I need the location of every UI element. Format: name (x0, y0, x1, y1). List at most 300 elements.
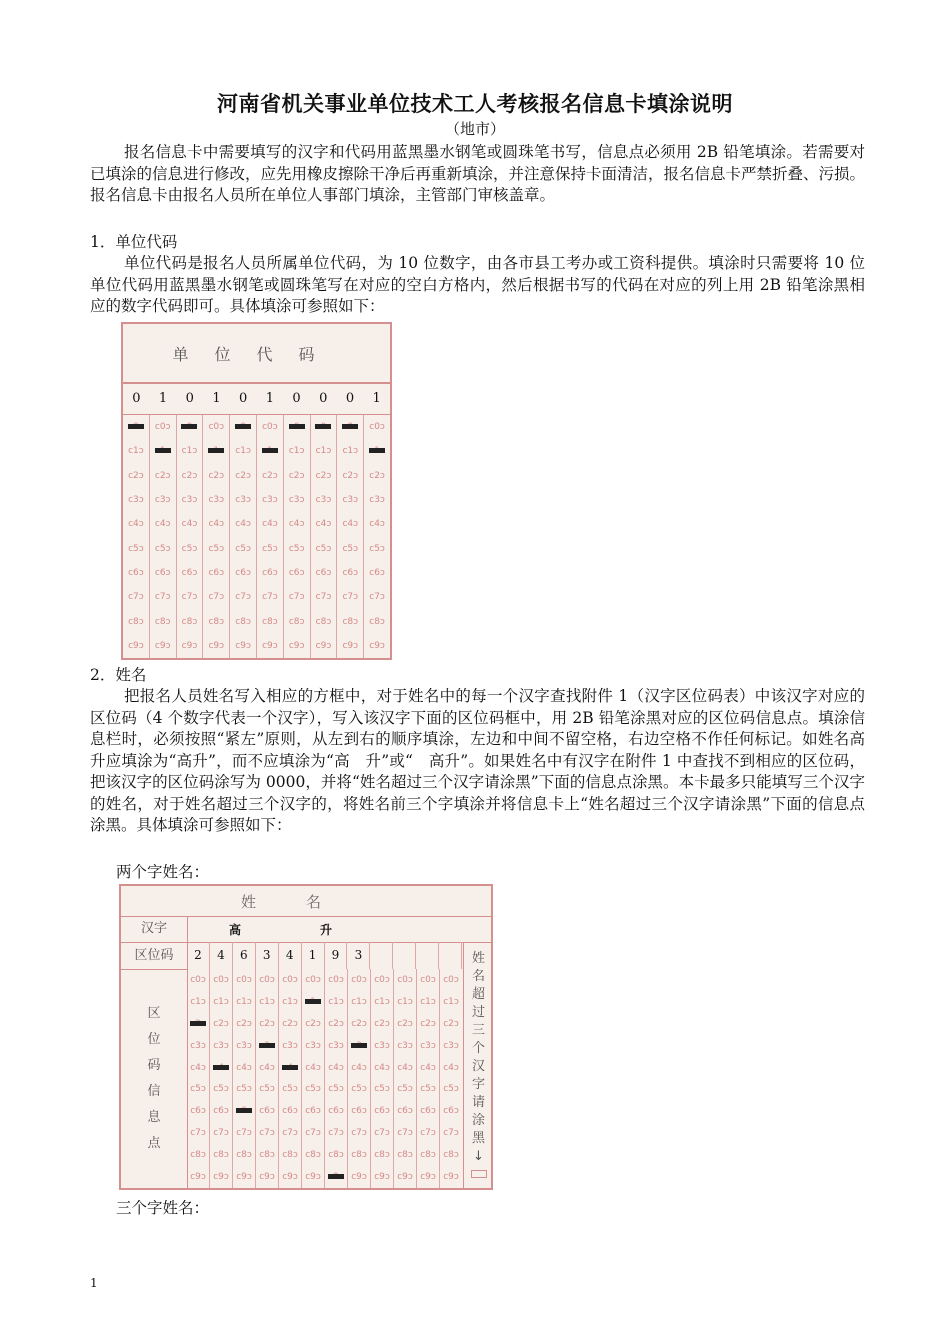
name-card (119, 884, 493, 1190)
bubble-option[interactable]: c3ↄ (420, 1040, 436, 1051)
bubble-option[interactable]: c7ↄ (128, 592, 144, 603)
unit-code-digit: 0 (132, 391, 141, 406)
unit-code-column (203, 415, 230, 658)
unit-code-digit: 1 (212, 391, 221, 406)
bubble-option[interactable]: c8ↄ (208, 616, 225, 627)
bubble-option[interactable]: c0ↄ (420, 974, 436, 985)
bubble-option[interactable]: c5ↄ (420, 1084, 436, 1095)
bubble-option[interactable]: c4ↄ (342, 519, 359, 530)
bubble-option[interactable]: c2ↄ (351, 1018, 367, 1029)
unit-code-digit: 0 (319, 391, 328, 406)
side-label-char: 过 (471, 1005, 485, 1020)
bubble-option[interactable] (210, 1057, 232, 1079)
bubble-option[interactable]: c7ↄ (262, 592, 278, 603)
bubble-option[interactable]: c8ↄ (374, 1150, 390, 1161)
name-code-column (233, 969, 256, 1188)
filled-mark (282, 1065, 298, 1070)
bubble-option[interactable]: c8ↄ (154, 616, 171, 627)
bubble-option[interactable]: c2ↄ (420, 1018, 436, 1029)
bubble-option[interactable]: c4ↄ (374, 1062, 390, 1073)
code-info-vertical-label (121, 969, 188, 1188)
bubble-option[interactable]: c3ↄ (262, 495, 278, 506)
bubble-option[interactable]: c4ↄ (420, 1062, 436, 1073)
bubble-option[interactable]: c4ↄ (154, 519, 171, 530)
bubble-option[interactable]: c3ↄ (213, 1040, 229, 1051)
bubble-option[interactable]: c8ↄ (190, 1150, 206, 1161)
bubble-option[interactable]: c0ↄ (236, 974, 252, 985)
bubble-option[interactable]: c6ↄ (315, 567, 332, 578)
bubble-option[interactable]: c8ↄ (282, 1150, 298, 1161)
filled-mark (289, 424, 305, 429)
bubble-option[interactable]: c9ↄ (369, 640, 385, 651)
bubble-option[interactable]: c6ↄ (213, 1106, 229, 1117)
bubble-option[interactable]: c8ↄ (181, 616, 198, 627)
bubble-option[interactable]: c3ↄ (181, 495, 198, 506)
bubble-option[interactable] (364, 439, 390, 463)
bubble-option[interactable]: c9ↄ (420, 1172, 436, 1183)
bubble-option[interactable]: c0ↄ (305, 974, 321, 985)
bubble-option[interactable]: c5ↄ (328, 1084, 344, 1095)
bubble-option[interactable]: c3ↄ (397, 1040, 413, 1051)
hanzi-row-label: 汉字 (121, 916, 188, 942)
bubble-option[interactable]: c5ↄ (351, 1084, 367, 1095)
bubble-option[interactable]: c4ↄ (208, 519, 225, 530)
side-label-char: 姓 (471, 951, 485, 966)
two-char-name-label: 两个字姓名： (116, 863, 210, 881)
bubble-option[interactable]: c6ↄ (374, 1106, 390, 1117)
bubble-option[interactable]: c6ↄ (443, 1106, 459, 1117)
bubble-option[interactable] (284, 415, 310, 439)
bubble-option[interactable]: c3ↄ (443, 1040, 459, 1051)
bubble-option[interactable]: c9ↄ (351, 1172, 367, 1183)
vertical-label-char: 信 (147, 1083, 161, 1099)
bubble-option[interactable]: c3ↄ (305, 1040, 321, 1051)
bubble-option[interactable]: c9ↄ (443, 1172, 459, 1183)
bubble-option[interactable]: c2ↄ (154, 470, 171, 481)
bubble-option[interactable] (257, 439, 283, 463)
bubble-option[interactable]: c3ↄ (342, 495, 359, 506)
bubble-option[interactable]: c4ↄ (262, 519, 278, 530)
unit-code-column (337, 415, 364, 658)
bubble-option[interactable]: c8ↄ (328, 1150, 344, 1161)
bubble-option[interactable]: c6ↄ (328, 1106, 344, 1117)
side-label-char: 个 (471, 1041, 485, 1056)
bubble-option[interactable]: c4ↄ (236, 1062, 252, 1073)
unit-code-column (230, 415, 257, 658)
bubble-option[interactable]: c3ↄ (369, 495, 385, 506)
bubble-option[interactable]: c7ↄ (351, 1128, 367, 1139)
bubble-option[interactable]: c3ↄ (315, 495, 332, 506)
bubble-option[interactable]: c3ↄ (128, 495, 144, 506)
bubble-option[interactable]: c6ↄ (208, 567, 225, 578)
unit-code-digit: 0 (292, 391, 301, 406)
vertical-label-char: 码 (147, 1057, 161, 1073)
bubble-option[interactable]: c2ↄ (342, 470, 359, 481)
bubble-option[interactable]: c4ↄ (235, 519, 251, 530)
bubble-option[interactable]: c0ↄ (374, 974, 390, 985)
filled-mark (208, 448, 224, 453)
bubble-option[interactable]: c4ↄ (315, 519, 332, 530)
bubble-option[interactable]: c1ↄ (213, 996, 229, 1007)
bubble-option[interactable]: c1ↄ (397, 996, 413, 1007)
bubble-option[interactable]: c4ↄ (443, 1062, 459, 1073)
bubble-option[interactable]: c8ↄ (351, 1150, 367, 1161)
bubble-option[interactable]: c2ↄ (282, 1018, 298, 1029)
bubble-option[interactable]: c2ↄ (443, 1018, 459, 1029)
bubble-option[interactable]: c4ↄ (259, 1062, 275, 1073)
bubble-option[interactable]: c0ↄ (282, 974, 298, 985)
bubble-option[interactable]: c2ↄ (305, 1018, 321, 1029)
bubble-option[interactable]: c4ↄ (397, 1062, 413, 1073)
bubble-option[interactable]: c4ↄ (181, 519, 198, 530)
bubble-option[interactable]: c1ↄ (259, 996, 275, 1007)
bubble-option[interactable]: c8ↄ (315, 616, 332, 627)
bubble-option[interactable]: c6ↄ (154, 567, 171, 578)
unit-code-column (177, 415, 204, 658)
filled-mark (181, 424, 197, 429)
bubble-option[interactable]: c6ↄ (190, 1106, 206, 1117)
bubble-option[interactable] (279, 1057, 301, 1079)
bubble-option[interactable]: c0ↄ (154, 422, 171, 433)
bubble-option[interactable]: c4ↄ (288, 519, 305, 530)
bubble-option[interactable]: c5ↄ (282, 1084, 298, 1095)
bubble-option[interactable] (348, 1035, 370, 1057)
bubble-option[interactable] (230, 415, 256, 439)
bubble-option[interactable]: c1ↄ (342, 446, 359, 457)
bubble-option[interactable]: c7ↄ (305, 1128, 321, 1139)
bubble-option[interactable]: c6ↄ (369, 567, 385, 578)
bubble-option[interactable]: c4ↄ (328, 1062, 344, 1073)
bubble-option[interactable]: c3ↄ (154, 495, 171, 506)
section2-paragraph: 把报名人员姓名写入相应的方框中，对于姓名中的每一个汉字查找附件 1（汉字区位码表）中该汉字对应的区位码（4 个数字代表一个汉字），写入该汉字下面的区位码框中，用 2B 铅笔涂黑对应的区位码信息点。填涂信息栏时，必须按照“紧左”原则，从左到右的顺序填涂，左边和中间不留空格，右边空格不作任何标记。如姓名高升应填涂为“高升”，而不应填涂为“高 升”或“ 高升”。如果姓名中有汉字在附件 1 中查找不到相应的区位码，把该汉字的区位码涂写为 0000，并将“姓名超过三个汉字请涂黑”下面的信息点涂黑。本卡最多只能填写三个汉字的姓名，对于姓名超过三个汉字的，将姓名前三个字填涂并将信息卡上“姓名超过三个汉字请涂黑”下面的信息点涂黑。具体填涂可参照如下： (90, 687, 865, 834)
bubble-option[interactable]: c1ↄ (315, 446, 332, 457)
name-code-column (394, 969, 417, 1188)
name-code-digit: 4 (210, 942, 233, 969)
bubble-option[interactable]: c2ↄ (235, 470, 251, 481)
unit-code-digit: 0 (345, 391, 355, 406)
bubble-option[interactable]: c1ↄ (282, 996, 298, 1007)
bubble-option[interactable]: c2ↄ (328, 1018, 344, 1029)
name-code-column (348, 969, 371, 1188)
bubble-option[interactable]: c1ↄ (420, 996, 436, 1007)
bubble-option[interactable]: c8ↄ (397, 1150, 413, 1161)
bubble-option[interactable]: c7ↄ (259, 1128, 275, 1139)
vertical-label-char: 位 (147, 1031, 161, 1047)
bubble-option[interactable]: c5ↄ (213, 1084, 229, 1095)
bubble-option[interactable]: c7ↄ (181, 592, 198, 603)
bubble-option[interactable]: c7ↄ (236, 1128, 252, 1139)
bubble-option[interactable]: c9ↄ (305, 1172, 321, 1183)
side-label-char: 超 (471, 987, 485, 1002)
bubble-option[interactable]: c9ↄ (236, 1172, 252, 1183)
side-label-char: 字 (471, 1077, 485, 1092)
bubble-option[interactable]: c8ↄ (342, 616, 359, 627)
bubble-option[interactable]: c4ↄ (351, 1062, 367, 1073)
section1-heading: 1．单位代码 (90, 233, 178, 251)
name-code-column (325, 969, 348, 1188)
bubble-option[interactable]: c2ↄ (259, 1018, 275, 1029)
bubble-option[interactable]: c7ↄ (342, 592, 359, 603)
bubble-option[interactable]: c0ↄ (328, 974, 344, 985)
bubble-option[interactable]: c5ↄ (369, 543, 385, 554)
bubble-option[interactable] (256, 1035, 278, 1057)
filled-mark (236, 1108, 252, 1113)
bubble-option[interactable] (311, 415, 337, 439)
unit-code-column (364, 415, 390, 658)
bubble-option[interactable]: c7ↄ (315, 592, 332, 603)
bubble-option[interactable] (150, 439, 176, 463)
name-code-column (279, 969, 302, 1188)
bubble-option[interactable]: c3ↄ (282, 1040, 298, 1051)
filled-mark (369, 448, 385, 453)
bubble-option[interactable]: c5ↄ (259, 1084, 275, 1095)
over-three-chars-column (463, 942, 493, 1188)
page-title: 河南省机关事业单位技术工人考核报名信息卡填涂说明 (217, 91, 733, 116)
bubble-option[interactable]: c5ↄ (154, 543, 171, 554)
bubble-option[interactable]: c6ↄ (305, 1106, 321, 1117)
bubble-option[interactable]: c5ↄ (342, 543, 359, 554)
bubble-option[interactable]: c5ↄ (374, 1084, 390, 1095)
bubble-option[interactable]: c9ↄ (342, 640, 359, 651)
bubble-option[interactable]: c6ↄ (262, 567, 278, 578)
bubble-option[interactable]: c9ↄ (190, 1172, 206, 1183)
bubble-option[interactable]: c0ↄ (397, 974, 413, 985)
bubble-option[interactable]: c7ↄ (328, 1128, 344, 1139)
bubble-option[interactable]: c3ↄ (374, 1040, 390, 1051)
bubble-option[interactable]: c9ↄ (315, 640, 332, 651)
unit-code-digit: 1 (158, 391, 168, 406)
side-label-char: 黑 (471, 1131, 485, 1146)
bubble-option[interactable]: c2ↄ (262, 470, 278, 481)
bubble-option[interactable]: c6ↄ (235, 567, 251, 578)
name-code-digit (439, 942, 462, 969)
name-code-column (256, 969, 279, 1188)
section1-paragraph: 单位代码是报名人员所属单位代码，为 10 位数字，由各市县工考办或工资科提供。填涂时只需要将 10 位单位代码用蓝黑墨水钢笔或圆珠笔写在对应的空白方格内，然后根据书写的代码在对应的列上用 2B 铅笔涂黑相应的数字代码即可。具体填涂可参照如下： (90, 254, 865, 315)
bubble-option[interactable]: c1ↄ (128, 446, 144, 457)
bubble-option[interactable]: c1ↄ (235, 446, 251, 457)
filled-mark (315, 424, 331, 429)
bubble-option[interactable] (325, 1166, 347, 1188)
bubble-option[interactable]: c5ↄ (235, 543, 251, 554)
side-label-char: 请 (471, 1095, 485, 1110)
bubble-option[interactable]: c0ↄ (213, 974, 229, 985)
code-row-label: 区位码 (121, 942, 188, 970)
bubble-option[interactable]: c6ↄ (128, 567, 144, 578)
unit-code-column (123, 415, 150, 658)
name-code-column (302, 969, 325, 1188)
bubble-option[interactable]: c8ↄ (262, 616, 278, 627)
bubble-option[interactable]: c2ↄ (181, 470, 198, 481)
filled-mark (262, 448, 278, 453)
bubble-option[interactable]: c9ↄ (262, 640, 278, 651)
filled-mark (351, 1043, 367, 1048)
bubble-option[interactable]: c3ↄ (208, 495, 225, 506)
hanzi-row (121, 916, 491, 943)
bubble-option[interactable]: c8ↄ (213, 1150, 229, 1161)
bubble-option[interactable]: c0ↄ (262, 422, 278, 433)
over-three-chars-bubble[interactable] (471, 1170, 487, 1178)
bubble-option[interactable]: c1ↄ (181, 446, 198, 457)
bubble-option[interactable]: c1ↄ (328, 996, 344, 1007)
bubble-option[interactable] (123, 415, 149, 439)
bubble-option[interactable]: c1ↄ (374, 996, 390, 1007)
bubble-option[interactable]: c6ↄ (259, 1106, 275, 1117)
bubble-option[interactable]: c4ↄ (128, 519, 144, 530)
bubble-option[interactable]: c9ↄ (259, 1172, 275, 1183)
bubble-option[interactable]: c0ↄ (259, 974, 275, 985)
bubble-option[interactable]: c7ↄ (213, 1128, 229, 1139)
bubble-option[interactable]: c3ↄ (190, 1040, 206, 1051)
bubble-option[interactable]: c7ↄ (420, 1128, 436, 1139)
bubble-option[interactable]: c9ↄ (208, 640, 225, 651)
bubble-option[interactable]: c9ↄ (235, 640, 251, 651)
bubble-option[interactable]: c0ↄ (369, 422, 385, 433)
unit-code-digit: 0 (185, 391, 194, 406)
bubble-option[interactable]: c1ↄ (288, 446, 305, 457)
bubble-option[interactable]: c3ↄ (236, 1040, 252, 1051)
bubble-option[interactable]: c8ↄ (259, 1150, 275, 1161)
name-code-digit: 3 (256, 942, 279, 969)
unit-code-column (257, 415, 284, 658)
bubble-option[interactable]: c9ↄ (128, 640, 144, 651)
bubble-option[interactable]: c8ↄ (235, 616, 251, 627)
vertical-label-char: 区 (147, 1005, 161, 1021)
side-label-char: 汉 (471, 1059, 485, 1074)
bubble-option[interactable]: c6ↄ (342, 567, 359, 578)
name-code-digit: 6 (233, 942, 256, 969)
bubble-option[interactable]: c8ↄ (443, 1150, 459, 1161)
bubble-option[interactable]: c9ↄ (213, 1172, 229, 1183)
unit-code-bubble-grid (123, 414, 390, 658)
bubble-option[interactable]: c1ↄ (443, 996, 459, 1007)
bubble-option[interactable]: c2ↄ (369, 470, 385, 481)
bubble-option[interactable] (302, 991, 324, 1013)
bubble-option[interactable]: c6ↄ (282, 1106, 298, 1117)
bubble-option[interactable]: c7ↄ (288, 592, 305, 603)
name-char-2: 升 (320, 923, 333, 937)
name-code-column (417, 969, 440, 1188)
bubble-option[interactable]: c6ↄ (420, 1106, 436, 1117)
bubble-option[interactable]: c4ↄ (190, 1062, 206, 1073)
unit-code-card (121, 322, 392, 660)
bubble-option[interactable]: c5ↄ (288, 543, 305, 554)
bubble-option[interactable]: c9ↄ (154, 640, 171, 651)
bubble-option[interactable]: c0ↄ (351, 974, 367, 985)
bubble-option[interactable] (177, 415, 203, 439)
bubble-option[interactable]: c2ↄ (236, 1018, 252, 1029)
bubble-option[interactable]: c2ↄ (208, 470, 225, 481)
bubble-option[interactable]: c2ↄ (374, 1018, 390, 1029)
side-label-char: ↓ (473, 1149, 484, 1164)
bubble-option[interactable]: c2ↄ (213, 1018, 229, 1029)
bubble-option[interactable]: c7ↄ (154, 592, 171, 603)
bubble-option[interactable]: c5ↄ (262, 543, 278, 554)
bubble-option[interactable]: c8ↄ (369, 616, 385, 627)
bubble-option[interactable]: c5ↄ (397, 1084, 413, 1095)
bubble-option[interactable]: c7ↄ (369, 592, 385, 603)
bubble-option[interactable] (187, 1013, 209, 1035)
name-code-column (371, 969, 394, 1188)
bubble-option[interactable]: c7ↄ (443, 1128, 459, 1139)
bubble-option[interactable]: c3ↄ (235, 495, 251, 506)
bubble-option[interactable]: c8ↄ (128, 616, 144, 627)
name-code-digit (370, 942, 393, 969)
unit-code-card-header: 单位代码 (123, 324, 390, 384)
bubble-option[interactable]: c7ↄ (374, 1128, 390, 1139)
bubble-option[interactable] (337, 415, 363, 439)
bubble-option[interactable]: c5ↄ (443, 1084, 459, 1095)
bubble-option[interactable]: c6ↄ (181, 567, 198, 578)
bubble-option[interactable]: c6ↄ (288, 567, 305, 578)
bubble-option[interactable]: c9ↄ (397, 1172, 413, 1183)
bubble-option[interactable]: c9ↄ (374, 1172, 390, 1183)
name-code-digit: 4 (279, 942, 302, 969)
bubble-option[interactable]: c6ↄ (397, 1106, 413, 1117)
bubble-option[interactable]: c7ↄ (397, 1128, 413, 1139)
filled-mark (235, 424, 251, 429)
bubble-option[interactable]: c0ↄ (208, 422, 225, 433)
bubble-option[interactable]: c5ↄ (190, 1084, 206, 1095)
bubble-option[interactable]: c1ↄ (190, 996, 206, 1007)
bubble-option[interactable]: c2ↄ (397, 1018, 413, 1029)
bubble-option[interactable]: c7ↄ (190, 1128, 206, 1139)
name-code-digit: 1 (302, 942, 325, 969)
bubble-option[interactable]: c8ↄ (305, 1150, 321, 1161)
bubble-option[interactable]: c9ↄ (282, 1172, 298, 1183)
bubble-option[interactable]: c5ↄ (305, 1084, 321, 1095)
name-char-1: 高 (229, 923, 242, 937)
bubble-option[interactable]: c0ↄ (443, 974, 459, 985)
bubble-option[interactable]: c9ↄ (181, 640, 198, 651)
bubble-option[interactable]: c8ↄ (236, 1150, 252, 1161)
unit-code-digit: 1 (265, 391, 274, 406)
bubble-option[interactable]: c4ↄ (305, 1062, 321, 1073)
name-code-column (187, 969, 210, 1188)
bubble-option[interactable]: c0ↄ (190, 974, 206, 985)
bubble-option[interactable]: c7ↄ (235, 592, 251, 603)
bubble-option[interactable]: c7ↄ (282, 1128, 298, 1139)
bubble-option[interactable]: c3ↄ (288, 495, 305, 506)
bubble-option[interactable]: c4ↄ (369, 519, 385, 530)
bubble-option[interactable]: c2ↄ (288, 470, 305, 481)
bubble-option[interactable] (233, 1100, 255, 1122)
side-label-char: 名 (471, 969, 485, 984)
bubble-option[interactable]: c3ↄ (328, 1040, 344, 1051)
bubble-option[interactable]: c9ↄ (288, 640, 305, 651)
bubble-option[interactable]: c8ↄ (420, 1150, 436, 1161)
bubble-option[interactable]: c2ↄ (315, 470, 332, 481)
bubble-option[interactable]: c2ↄ (128, 470, 144, 481)
name-code-bubble-grid (187, 969, 462, 1188)
name-code-column (210, 969, 233, 1188)
filled-mark (213, 1065, 229, 1070)
bubble-option[interactable]: c5ↄ (208, 543, 225, 554)
bubble-option[interactable]: c5ↄ (128, 543, 144, 554)
bubble-option[interactable]: c1ↄ (351, 996, 367, 1007)
unit-code-column (284, 415, 311, 658)
bubble-option[interactable]: c5ↄ (236, 1084, 252, 1095)
bubble-option[interactable]: c8ↄ (288, 616, 305, 627)
bubble-option[interactable]: c5ↄ (181, 543, 198, 554)
bubble-option[interactable]: c5ↄ (315, 543, 332, 554)
filled-mark (155, 448, 171, 453)
bubble-option[interactable] (203, 439, 229, 463)
bubble-option[interactable]: c6ↄ (351, 1106, 367, 1117)
bubble-option[interactable]: c7ↄ (208, 592, 225, 603)
bubble-option[interactable]: c1ↄ (236, 996, 252, 1007)
filled-mark (259, 1043, 275, 1048)
filled-mark (342, 424, 358, 429)
